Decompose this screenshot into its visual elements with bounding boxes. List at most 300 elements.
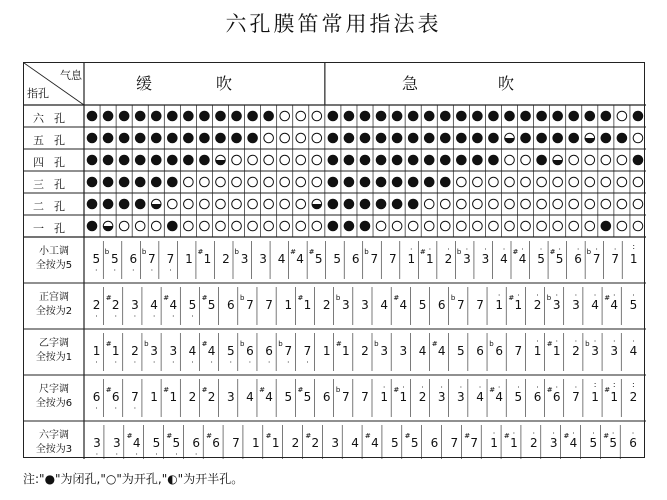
note xyxy=(278,340,295,367)
high-octave-dot: · xyxy=(382,383,386,392)
note xyxy=(585,337,602,358)
note xyxy=(586,429,600,450)
note xyxy=(603,429,620,450)
open-hole-mark xyxy=(248,155,258,165)
note-digit: 5 xyxy=(92,252,101,266)
note-digit: 7 xyxy=(592,252,601,266)
low-octave-dot: · xyxy=(95,358,98,367)
open-hole-mark xyxy=(296,133,306,143)
high-octave-dot: · xyxy=(465,245,469,254)
closed-hole-mark xyxy=(344,199,354,209)
note-digit: 7 xyxy=(476,298,484,312)
sharp-sign: # xyxy=(364,432,371,440)
open-hole-mark xyxy=(633,133,643,143)
sharp-sign: # xyxy=(259,386,265,394)
note-digit: 6 xyxy=(629,436,637,450)
note xyxy=(300,344,314,367)
flat-sign: b xyxy=(546,294,552,302)
note xyxy=(289,437,303,449)
note xyxy=(531,291,545,312)
low-octave-dot: · xyxy=(94,266,98,275)
closed-hole-mark xyxy=(151,155,161,165)
note-digit: 7 xyxy=(450,436,459,450)
open-hole-mark xyxy=(585,221,595,231)
note-digit: 1 xyxy=(533,344,542,358)
note-digit: 7 xyxy=(166,252,175,266)
note xyxy=(105,386,123,413)
closed-hole-mark xyxy=(135,177,145,187)
closed-hole-mark xyxy=(360,133,370,143)
note xyxy=(128,344,142,367)
note xyxy=(419,245,437,266)
note xyxy=(497,245,511,266)
note-digit: 4 xyxy=(207,344,216,358)
closed-hole-mark xyxy=(135,111,145,121)
open-hole-mark xyxy=(264,177,274,187)
note-digit: 5 xyxy=(410,436,419,450)
closed-hole-mark xyxy=(344,177,354,187)
flat-sign: b xyxy=(456,248,462,256)
note xyxy=(531,383,545,404)
note xyxy=(105,340,123,367)
sharp-sign: # xyxy=(431,340,438,348)
key-name: 六字调 xyxy=(39,430,69,441)
note xyxy=(569,337,583,358)
open-hole-mark xyxy=(617,221,627,231)
key-base-note: 全按为6 xyxy=(35,398,73,409)
note-digit: 4 xyxy=(296,252,304,266)
note-digit: 3 xyxy=(226,390,235,404)
hole-label: 六孔 xyxy=(33,112,75,125)
note-digit: 3 xyxy=(549,436,558,450)
open-hole-mark xyxy=(521,221,531,231)
closed-hole-mark xyxy=(601,221,611,231)
header-fast-blow: 急 吹 xyxy=(402,74,515,93)
sharp-sign: # xyxy=(166,432,173,440)
sharp-sign: # xyxy=(419,248,426,256)
open-hole-mark xyxy=(232,155,242,165)
open-hole-mark xyxy=(617,155,627,165)
note xyxy=(454,345,468,357)
note xyxy=(308,248,326,266)
open-hole-mark xyxy=(248,199,258,209)
sharp-sign: # xyxy=(201,294,208,302)
closed-hole-mark xyxy=(505,111,515,121)
note-digit: 2 xyxy=(131,344,139,358)
note xyxy=(104,248,122,275)
note xyxy=(141,248,159,275)
closed-hole-mark xyxy=(344,155,354,165)
note-digit: 5 xyxy=(609,436,618,450)
note-digit: 6 xyxy=(129,252,138,266)
closed-hole-mark xyxy=(360,111,370,121)
high-octave-dot: · xyxy=(492,429,496,438)
open-hole-mark xyxy=(232,199,242,209)
open-hole-mark xyxy=(200,221,210,231)
closed-hole-mark xyxy=(360,221,370,231)
low-octave-dot: · xyxy=(152,312,156,321)
high-octave-dot: · xyxy=(402,383,405,392)
hole-label: 四孔 xyxy=(33,156,75,169)
open-hole-mark xyxy=(473,177,483,187)
open-hole-mark xyxy=(296,177,306,187)
closed-hole-mark xyxy=(216,111,226,121)
high-octave-dot: · xyxy=(632,291,635,300)
closed-hole-mark xyxy=(328,155,338,165)
note-digit: 3 xyxy=(150,344,158,358)
note xyxy=(626,429,640,450)
closed-hole-mark xyxy=(489,133,499,143)
closed-hole-mark xyxy=(184,111,194,121)
high-octave-dot: · xyxy=(555,383,558,392)
closed-hole-mark xyxy=(135,199,145,209)
open-hole-mark xyxy=(264,221,274,231)
note xyxy=(147,298,161,321)
note xyxy=(388,437,402,449)
note-digit: 3 xyxy=(572,298,580,312)
sharp-sign: # xyxy=(604,386,611,394)
open-hole-mark xyxy=(248,177,258,187)
note-digit: 2 xyxy=(222,252,230,266)
note-digit: 5 xyxy=(172,436,181,450)
sharp-sign: # xyxy=(201,340,208,348)
closed-hole-mark xyxy=(168,111,178,121)
note-digit: 6 xyxy=(226,298,235,312)
note-digit: 4 xyxy=(495,390,504,404)
closed-hole-mark xyxy=(328,199,338,209)
note-digit: 4 xyxy=(132,436,141,450)
note-digit: 3 xyxy=(481,252,490,266)
note xyxy=(128,390,142,413)
note xyxy=(416,299,430,311)
open-hole-mark xyxy=(553,221,563,231)
closed-hole-mark xyxy=(392,155,402,165)
low-octave-dot: · xyxy=(267,358,271,367)
note-digit: 2 xyxy=(111,298,120,312)
note-digit: 6 xyxy=(212,436,220,450)
closed-hole-mark xyxy=(601,133,611,143)
low-octave-dot: · xyxy=(306,358,309,367)
open-hole-mark xyxy=(264,155,274,165)
closed-hole-mark xyxy=(248,111,258,121)
key-label xyxy=(24,291,84,319)
note-digit: 2 xyxy=(291,436,300,450)
note-digit: 2 xyxy=(572,344,580,358)
note xyxy=(163,386,180,404)
low-octave-dot: · xyxy=(194,450,198,459)
footnote: 注:"●"为闭孔,"○"为开孔,"◐"为开半孔。 xyxy=(23,472,244,486)
high-octave-dot: · xyxy=(611,429,615,438)
note xyxy=(201,386,219,404)
note-digit: 3 xyxy=(169,344,178,358)
open-hole-mark xyxy=(537,177,547,187)
note-digit: 5 xyxy=(537,252,545,266)
closed-hole-mark xyxy=(232,111,242,121)
closed-hole-mark xyxy=(633,111,643,121)
sharp-sign: # xyxy=(335,340,342,348)
note-digit: 4 xyxy=(351,436,359,450)
closed-hole-mark xyxy=(360,199,370,209)
note xyxy=(588,291,602,312)
note-digit: 4 xyxy=(371,436,379,450)
note-digit: 1 xyxy=(322,344,331,358)
low-octave-dot: · xyxy=(191,312,194,321)
note xyxy=(456,245,474,266)
sharp-sign: # xyxy=(503,432,510,440)
note-digit: 7 xyxy=(361,390,369,404)
open-hole-mark xyxy=(424,221,434,231)
note xyxy=(473,383,487,404)
note-digit: 3 xyxy=(131,298,139,312)
sharp-sign: # xyxy=(393,386,400,394)
high-octave-dot: · xyxy=(595,245,598,254)
high-octave-dot: · xyxy=(593,291,597,300)
note xyxy=(428,437,442,449)
high-octave-dot: · xyxy=(555,291,558,300)
low-octave-dot: · xyxy=(95,312,98,321)
sharp-sign: # xyxy=(549,248,556,256)
note xyxy=(234,248,252,266)
note xyxy=(249,437,263,449)
open-hole-mark xyxy=(296,221,306,231)
open-hole-mark xyxy=(200,199,210,209)
open-hole-mark xyxy=(296,155,306,165)
hole-label: 一孔 xyxy=(33,222,75,235)
note-digit: 5 xyxy=(110,252,119,266)
note xyxy=(182,253,196,265)
note-digit: 4 xyxy=(169,298,178,312)
note-digit: 7 xyxy=(303,344,312,358)
note-digit: 2 xyxy=(529,436,538,450)
low-octave-dot: · xyxy=(191,358,194,367)
closed-hole-mark xyxy=(521,133,531,143)
open-hole-mark xyxy=(585,177,595,187)
note-digit: 4 xyxy=(437,344,446,358)
open-hole-mark xyxy=(376,221,386,231)
note-digit: 4 xyxy=(476,390,484,404)
half-hole-mark xyxy=(585,133,595,143)
closed-hole-mark xyxy=(119,133,129,143)
note-digit: 6 xyxy=(246,344,254,358)
closed-hole-mark xyxy=(376,177,386,187)
closed-hole-mark xyxy=(424,133,434,143)
note-digit: 5 xyxy=(457,344,465,358)
sharp-sign: # xyxy=(201,386,208,394)
corner-label-breath: 气息 xyxy=(60,69,82,82)
high-octave-dot: · xyxy=(517,291,520,300)
note xyxy=(201,340,219,367)
sharp-sign: # xyxy=(305,432,312,440)
note xyxy=(374,340,391,358)
open-hole-mark xyxy=(280,199,290,209)
note xyxy=(166,432,183,459)
open-hole-mark xyxy=(633,221,643,231)
low-octave-dot: · xyxy=(114,404,118,413)
closed-hole-mark xyxy=(489,155,499,165)
note-digit: 1 xyxy=(111,344,120,358)
low-octave-dot: · xyxy=(133,312,137,321)
half-hole-mark xyxy=(103,221,113,231)
closed-hole-mark xyxy=(328,111,338,121)
low-octave-dot: · xyxy=(115,450,119,459)
note-digit: 3 xyxy=(361,298,369,312)
note-digit: 1 xyxy=(92,344,101,358)
closed-hole-mark xyxy=(633,155,643,165)
note xyxy=(259,386,276,404)
flat-sign: b xyxy=(489,340,494,348)
low-octave-dot: · xyxy=(152,358,156,367)
note-digit: 7 xyxy=(611,252,619,266)
note-digit: 2 xyxy=(361,344,369,358)
note-digit: 7 xyxy=(457,298,465,312)
note-digit: 3 xyxy=(610,344,619,358)
note-digit: 4 xyxy=(380,298,388,312)
note xyxy=(163,294,180,321)
note xyxy=(386,253,400,265)
open-hole-mark xyxy=(280,177,290,187)
note xyxy=(511,345,525,357)
note-digit: 5 xyxy=(589,436,598,450)
closed-hole-mark xyxy=(184,133,194,143)
note-digit: 1 xyxy=(169,390,178,404)
note xyxy=(290,248,307,266)
sharp-sign: # xyxy=(163,386,170,394)
open-hole-mark xyxy=(280,155,290,165)
note-digit: 4 xyxy=(610,298,619,312)
flat-sign: b xyxy=(374,340,379,348)
note xyxy=(441,245,455,266)
half-hole-mark xyxy=(505,133,515,143)
open-hole-mark xyxy=(633,177,643,187)
open-hole-mark xyxy=(585,199,595,209)
sharp-sign: # xyxy=(126,432,133,440)
note xyxy=(126,432,144,459)
note xyxy=(586,245,604,266)
open-hole-mark xyxy=(264,199,274,209)
note xyxy=(546,383,564,404)
note xyxy=(569,383,583,404)
closed-hole-mark xyxy=(168,133,178,143)
flat-sign: b xyxy=(141,248,147,256)
closed-hole-mark xyxy=(87,133,97,143)
note xyxy=(90,344,104,367)
note xyxy=(197,248,214,266)
note-digit: 1 xyxy=(284,298,293,312)
flat-sign: b xyxy=(586,248,592,256)
open-hole-mark xyxy=(585,155,595,165)
note-digit: 3 xyxy=(552,298,561,312)
note xyxy=(473,345,487,357)
open-hole-mark xyxy=(505,221,515,231)
note xyxy=(464,432,481,450)
high-octave-dot: · xyxy=(539,245,543,254)
high-octave-dot: : xyxy=(593,380,597,389)
low-octave-dot: · xyxy=(135,450,138,459)
closed-hole-mark xyxy=(135,133,145,143)
note xyxy=(110,436,124,459)
note-digit: 3 xyxy=(591,344,599,358)
closed-hole-mark xyxy=(200,111,210,121)
note-digit: 1 xyxy=(185,252,193,266)
note-digit: 6 xyxy=(430,436,439,450)
high-octave-dot: : xyxy=(632,242,636,251)
closed-hole-mark xyxy=(216,133,226,143)
flat-sign: b xyxy=(239,294,245,302)
note xyxy=(534,245,548,266)
note-digit: 1 xyxy=(610,390,619,404)
high-octave-dot: · xyxy=(593,337,597,346)
low-octave-dot: · xyxy=(210,358,213,367)
open-hole-mark xyxy=(489,177,499,187)
note-digit: 1 xyxy=(150,390,158,404)
note-digit: 1 xyxy=(510,436,518,450)
note-digit: 1 xyxy=(271,436,280,450)
note-digit: 4 xyxy=(246,390,254,404)
note-digit: 5 xyxy=(555,252,564,266)
note-digit: 4 xyxy=(500,252,508,266)
low-octave-dot: · xyxy=(95,450,99,459)
low-octave-dot: · xyxy=(287,358,290,367)
note xyxy=(166,344,180,367)
closed-hole-mark xyxy=(457,155,467,165)
half-hole-mark xyxy=(312,199,322,209)
note xyxy=(364,432,382,450)
closed-hole-mark xyxy=(151,133,161,143)
note xyxy=(201,294,219,312)
sharp-sign: # xyxy=(197,248,204,256)
high-octave-dot: · xyxy=(497,291,501,300)
open-hole-mark xyxy=(473,221,483,231)
closed-hole-mark xyxy=(440,133,450,143)
note xyxy=(571,245,585,266)
note xyxy=(256,253,270,265)
open-hole-mark xyxy=(569,155,579,165)
note-digit: 7 xyxy=(470,436,479,450)
closed-hole-mark xyxy=(537,155,547,165)
open-hole-mark xyxy=(168,199,178,209)
open-hole-mark xyxy=(569,221,579,231)
note xyxy=(147,391,161,403)
note xyxy=(393,383,410,404)
note xyxy=(320,345,334,357)
note-digit: 1 xyxy=(251,436,260,450)
note xyxy=(348,437,362,449)
note-digit: 6 xyxy=(322,390,331,404)
open-hole-mark xyxy=(440,221,450,231)
open-hole-mark xyxy=(232,221,242,231)
key-base-note: 全按为3 xyxy=(35,444,73,455)
note xyxy=(531,337,545,358)
open-hole-mark xyxy=(151,221,161,231)
note-digit: 5 xyxy=(303,390,312,404)
high-octave-dot: · xyxy=(592,429,595,438)
open-hole-mark xyxy=(457,221,467,231)
low-octave-dot: · xyxy=(171,312,175,321)
key-base-note: 全按为2 xyxy=(35,306,73,317)
note-digit: 7 xyxy=(370,252,379,266)
note-digit: 2 xyxy=(92,298,101,312)
open-hole-mark xyxy=(521,155,531,165)
note xyxy=(627,242,641,266)
closed-hole-mark xyxy=(344,111,354,121)
closed-hole-mark xyxy=(376,111,386,121)
high-octave-dot: · xyxy=(478,383,482,392)
fingering-table xyxy=(23,62,645,458)
open-hole-mark xyxy=(521,177,531,187)
open-hole-mark xyxy=(617,111,627,121)
open-hole-mark xyxy=(296,111,306,121)
note-digit: 6 xyxy=(574,252,582,266)
